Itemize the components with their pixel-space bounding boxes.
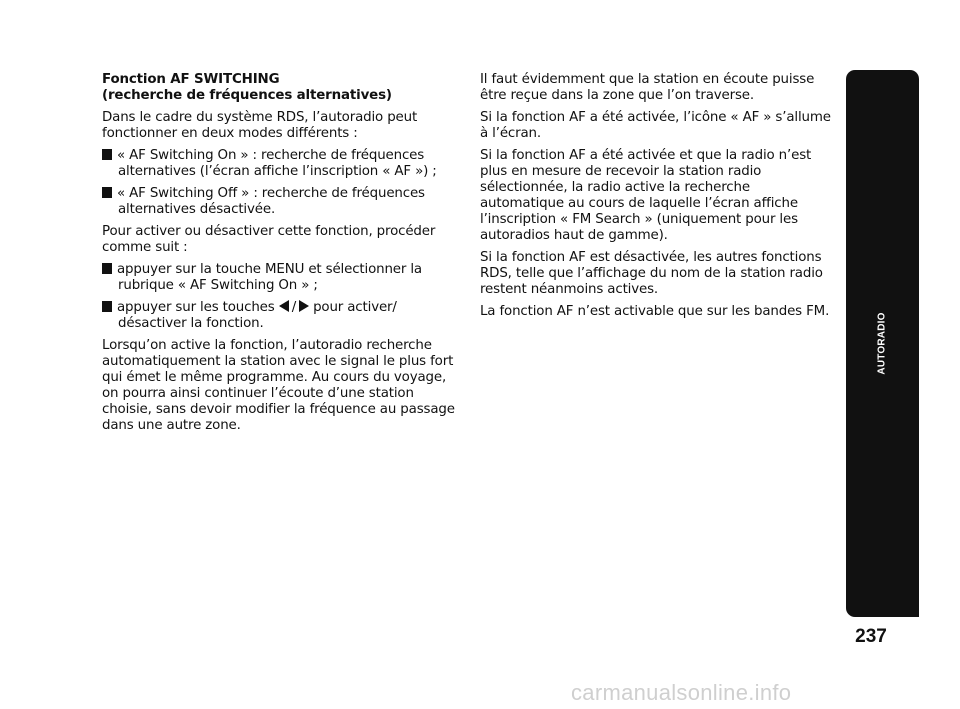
bullet-item-af-on	[102, 148, 458, 180]
chapter-tab-label	[846, 70, 919, 617]
page-number: 237	[855, 626, 887, 647]
left-column	[102, 72, 458, 440]
chapter-tab	[846, 70, 919, 617]
heading-line-2: (recherche de fréquences alternatives)	[102, 88, 392, 103]
procedure-intro-paragraph: Pour activer ou désactiver cette fonction, procéder comme suit :	[102, 224, 436, 255]
checkbox-bullet-icon	[102, 187, 112, 198]
checkbox-bullet-icon	[102, 301, 112, 312]
bullet-item-menu-step	[102, 262, 458, 294]
checkbox-bullet-icon	[102, 263, 112, 274]
reception-paragraph: Il faut évidemment que la station en écoute puisse être reçue dans la zone que l’on traverse.	[480, 72, 815, 103]
chapter-tab-text: AUTORADIO	[876, 312, 888, 375]
bullet-text-before: appuyer sur les touches	[117, 300, 275, 315]
right-arrow-icon	[299, 300, 309, 312]
left-arrow-icon	[279, 300, 289, 312]
fm-search-paragraph: Si la fonction AF a été activée et que la radio n’est plus en mesure de recevoir la station radio sélectionnée, la radio active la recherche automatique au cours de laquelle l’écran affiche l’inscription « FM Search » (uniquement pour les autoradios haut de gamme).	[480, 148, 812, 243]
bullet-text-after: pour activer/ désactiver la fonction.	[118, 300, 397, 331]
fm-band-paragraph: La fonction AF n’est activable que sur les bandes FM.	[480, 304, 830, 319]
af-icon-paragraph: Si la fonction AF a été activée, l’icône « AF » s’allume à l’écran.	[480, 110, 831, 141]
bullet-item-af-off	[102, 186, 458, 218]
checkbox-bullet-icon	[102, 149, 112, 160]
bullet-text: « AF Switching Off » : recherche de fréquences alternatives désactivée.	[117, 186, 425, 217]
bullet-text: appuyer sur la touche MENU et sélectionner la rubrique « AF Switching On » ;	[117, 262, 422, 293]
bullet-item-arrow-step	[102, 300, 458, 332]
rds-functions-paragraph: Si la fonction AF est désactivée, les autres fonctions RDS, telle que l’affichage du nom de la station radio restent néanmoins actives.	[480, 250, 823, 297]
section-heading	[102, 72, 458, 104]
bullet-text: « AF Switching On » : recherche de fréquences alternatives (l’écran affiche l’inscription « AF ») ;	[117, 148, 437, 179]
arrow-separator: /	[291, 300, 297, 315]
heading-line-1: Fonction AF SWITCHING	[102, 72, 280, 87]
intro-paragraph: Dans le cadre du système RDS, l’autoradio peut fonctionner en deux modes différents :	[102, 110, 418, 141]
right-column	[480, 72, 832, 326]
activation-paragraph: Lorsqu’on active la fonction, l’autoradio recherche automatiquement la station avec le signal le plus fort qui émet le même programme. Au cours du voyage, on pourra ainsi continuer l’écoute d’une station choisie, sans devoir modifier la fréquence au passage dans une autre zone.	[102, 338, 455, 433]
watermark: carmanualsonline.info	[571, 680, 792, 705]
